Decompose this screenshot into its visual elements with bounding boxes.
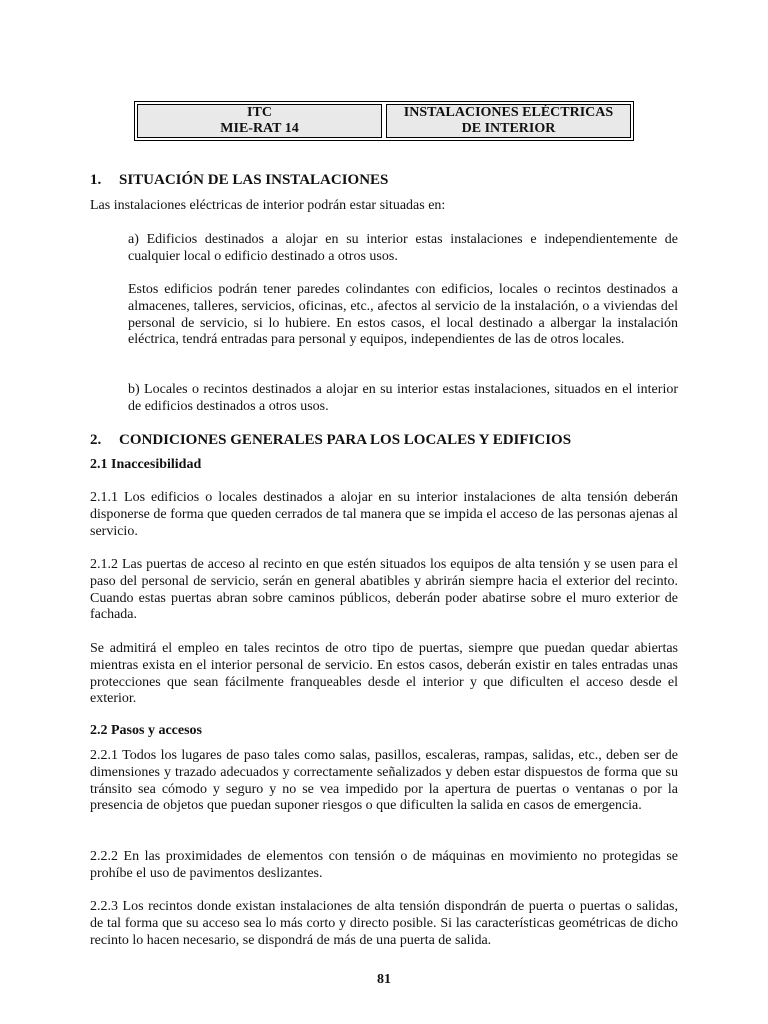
paragraph-2-1-1: 2.1.1 Los edificios o locales destinados a alojar en su interior instalaciones de alta tensión deberán disponerse de forma que queden cerrados de tal manera que se impida el acceso de las personas ajenas al servicio. bbox=[90, 490, 678, 539]
section-2-title: CONDICIONES GENERALES PARA LOS LOCALES Y EDIFICIOS bbox=[119, 432, 572, 448]
item-b-paragraph: b) Locales o recintos destinados a alojar en su interior estas instalaciones, situados en el interior de edificios destinados a otros usos. bbox=[128, 382, 678, 414]
paragraph-2-1-2: 2.1.2 Las puertas de acceso al recinto en que estén situados los equipos de alta tensión y se usen para el paso del personal de servicio, serán en general abatibles y abrirán siempre hacia el exterior del recinto. Cuando estas puertas abran sobre caminos públicos, deberán poder abatirse sobre el muro exterior de fachada. bbox=[90, 557, 678, 623]
section-2-heading bbox=[90, 432, 678, 449]
section-2-number: 2. bbox=[90, 432, 102, 448]
header-regulation-code: MIE-RAT 14 bbox=[220, 121, 299, 136]
item-a-note-paragraph: Estos edificios podrán tener paredes colindantes con edificios, locales o recintos destinados a almacenes, talleres, servicios, oficinas, etc., afectos al servicio de la instalación, o a viviendas del personal de servicio, si lo hubiere. En estos casos, el local destinado a albergar la instalación eléctrica, tendrá entradas para personal y equipos, independientes de las de otros locales. bbox=[128, 282, 678, 348]
section-1-number: 1. bbox=[90, 172, 102, 188]
header-itc: ITC bbox=[247, 105, 272, 120]
section-1-title: SITUACIÓN DE LAS INSTALACIONES bbox=[119, 172, 389, 188]
item-a-paragraph: a) Edificios destinados a alojar en su interior estas instalaciones e independientemente de cualquier local o edificio destinado a otros usos. bbox=[128, 232, 678, 264]
paragraph-2-2-1: 2.2.1 Todos los lugares de paso tales como salas, pasillos, escaleras, rampas, salidas, etc., deben ser de dimensiones y trazado adecuados y correctamente señalizados y deben estar dispuestos de forma que su tránsito sea cómodo y seguro y no se vea impedido por la apertura de puertas o ventanas o por la presencia de objetos que puedan suponer riesgos o que dificulten la salida en casos de emergencia. bbox=[90, 748, 678, 814]
header-code-cell bbox=[137, 104, 382, 138]
paragraph-2-2-2: 2.2.2 En las proximidades de elementos con tensión o de máquinas en movimiento no protegidas se prohíbe el uso de pavimentos deslizantes. bbox=[90, 849, 678, 881]
header-title-cell bbox=[386, 104, 631, 138]
section-1-intro: Las instalaciones eléctricas de interior podrán estar situadas en: bbox=[90, 198, 446, 213]
header-title-line1: INSTALACIONES ELÉCTRICAS bbox=[403, 105, 614, 120]
section-1-heading bbox=[90, 172, 678, 189]
paragraph-2-1-2-continued: Se admitirá el empleo en tales recintos de otro tipo de puertas, siempre que puedan quedar abiertas mientras exista en el interior personal de servicio. En estos casos, deberán existir en tales entradas unas protecciones que sean fácilmente franqueables desde el interior y que dificulten el acceso desde el exterior. bbox=[90, 641, 678, 707]
subsection-2-1-heading: 2.1 Inaccesibilidad bbox=[90, 457, 202, 472]
page-number: 81 bbox=[377, 972, 391, 987]
subsection-2-2-heading: 2.2 Pasos y accesos bbox=[90, 723, 202, 738]
header-box bbox=[134, 101, 634, 141]
header-title-line2: DE INTERIOR bbox=[461, 121, 556, 136]
paragraph-2-2-3: 2.2.3 Los recintos donde existan instalaciones de alta tensión dispondrán de puerta o puertas o salidas, de tal forma que su acceso sea lo más corto y directo posible. Si las características geométricas de dicho recinto lo hacen necesario, se dispondrá de más de una puerta de salida. bbox=[90, 899, 678, 948]
